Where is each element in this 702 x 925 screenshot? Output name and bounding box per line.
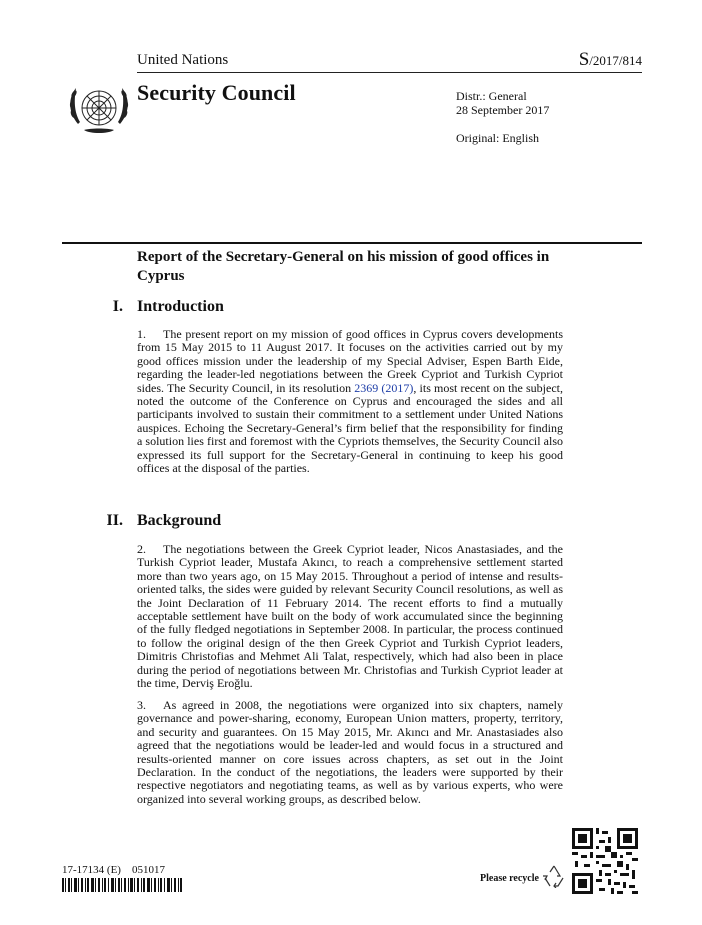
paragraph-number: 3. <box>137 698 146 712</box>
section-number: II. <box>106 512 123 529</box>
section-title: Background <box>137 512 222 529</box>
header-rule <box>137 72 642 73</box>
job-number: 17-17134 (E) 051017 <box>62 864 165 876</box>
paragraph-text: , its most recent on the subject, noted the outcome of the Conference on Cyprus and encouraged the sides and all participants involved to sustain their commitment to a settlement under United Nations auspices. Echoing the Secretary-General’s firm belief that the responsibility for finding a solution lies first and foremost with the Cypriots themselves, the Security Council also expressed its full support for the Secretary-General in continuing to keep his good offices at the disposal of the parties. <box>137 380 563 476</box>
paragraph-text: The present report on my mission of good offices in Cyprus covers developments from 15 May 2015 to 11 August 2017. It focuses on the activities carried out by my good offices mission under the leadership of my Special Adviser, Espen Barth Eide, regarding the leader-led negotiations between the Greek Cypriot and Turkish Cypriot sides. The Security Council, in its resolution <box>137 327 563 395</box>
section-number: I. <box>112 298 123 315</box>
distribution: Distr.: General <box>456 89 527 103</box>
title-rule <box>62 242 642 244</box>
document-symbol <box>579 49 642 71</box>
original-language: Original: English <box>456 131 539 145</box>
organization-name: United Nations <box>137 52 229 68</box>
document-date: 28 September 2017 <box>456 103 550 117</box>
paragraph-text: The negotiations between the Greek Cypriot leader, Nicos Anastasiades, and the Turkish Cypriot leader, Mustafa Akıncı, to reach a comprehensive settlement started more than two years ago, on 15 May 2015. Throughout a period of intense and results-oriented talks, the sides were guided by relevant Security Council resolutions, as well as the Joint Declaration of 11 February 2014. The recent efforts to find a mutually acceptable settlement have built on the body of work accumulated since the beginning of the fully fledged negotiations in September 2008. In particular, the process continued to follow the original design of the then Greek Cypriot and Turkish Cypriot leaders, Dimitris Christofias and Mehmet Ali Talat, respectively, which had also been in place during the period of negotiations between Mr. Christofias and Turkish Cypriot leader at the time, Derviş Eroğlu. <box>137 542 563 691</box>
paragraph-1 <box>137 328 563 475</box>
resolution-link[interactable]: 2369 (2017) <box>354 380 414 395</box>
council-title: Security Council <box>137 80 296 105</box>
distribution-block <box>456 89 549 145</box>
section-title: Introduction <box>137 298 224 315</box>
symbol-prefix: S <box>578 49 590 70</box>
paragraph-2 <box>137 543 563 690</box>
paragraph-3 <box>137 699 563 806</box>
paragraph-number: 1. <box>137 327 146 341</box>
report-title: Report of the Secretary-General on his mission of good offices in Cyprus <box>137 249 550 284</box>
qr-code-icon <box>572 828 638 894</box>
recycle-icon <box>541 864 567 888</box>
recycle-label: Please recycle <box>480 873 539 884</box>
symbol-rest: /2017/814 <box>589 53 642 68</box>
paragraph-number: 2. <box>137 542 146 556</box>
un-emblem-icon <box>64 80 134 140</box>
barcode-icon <box>62 878 182 892</box>
paragraph-text: As agreed in 2008, the negotiations were organized into six chapters, namely governance and power-sharing, economy, European Union matters, property, territory, and security and guarantees. On 15 May 2015, Mr. Akıncı and Mr. Anastasiades also agreed that the negotiations would be leader-led and would focus in a structured and results-oriented manner on core issues across chapters, as set out in the Joint Declaration. In the conduct of the negotiations, the leaders were supported by their respective negotiators and negotiating teams, as well as by various experts, who were organized into several working groups, as described below. <box>137 698 563 806</box>
